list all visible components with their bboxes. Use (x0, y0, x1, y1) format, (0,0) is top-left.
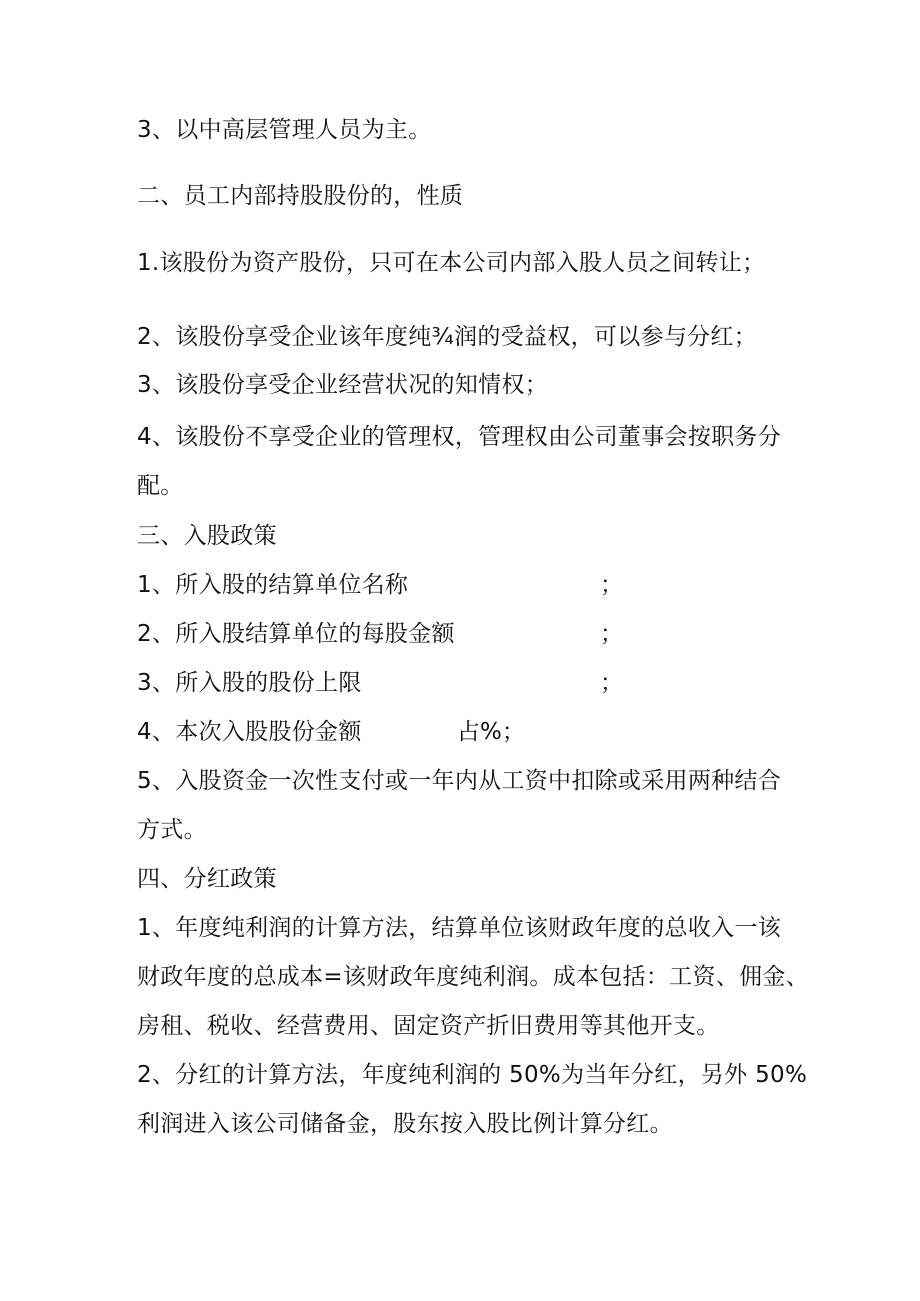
dividend-item-1-line-2: 财政年度的总成本=该财政年度纯利润。成本包括：工资、佣金、 (137, 964, 809, 990)
policy-item-2-per-share-amount: 2、所入股结算单位的每股金额 (137, 621, 455, 647)
per-share-amount-blank-end: ； (600, 621, 623, 647)
settlement-unit-blank-end: ； (600, 572, 623, 598)
dividend-item-1-line-1: 1、年度纯利润的计算方法，结算单位该财政年度的总收入一该 (137, 915, 782, 941)
nature-item-3: 3、该股份享受企业经营状况的知情权； (137, 372, 549, 398)
nature-item-1: 1.该股份为资产股份，只可在本公司内部入股人员之间转让； (137, 250, 766, 276)
dividend-item-1-line-3: 房租、税收、经营费用、固定资产折旧费用等其他开支。 (137, 1013, 720, 1039)
section-heading-3-share-policy: 三、入股政策 (137, 523, 277, 549)
nature-item-2: 2、该股份享受企业该年度纯¾润的受益权，可以参与分红； (137, 324, 758, 350)
nature-item-4-continued: 配。 (137, 473, 184, 499)
nature-item-4: 4、该股份不享受企业的管理权，管理权由公司董事会按职务分 (137, 424, 782, 450)
policy-item-1-settlement-unit: 1、所入股的结算单位名称 (137, 572, 409, 598)
dividend-item-2-line-2: 利润进入该公司储备金，股东按入股比例计算分红。 (137, 1111, 673, 1137)
policy-item-5-payment: 5、入股资金一次性支付或一年内从工资中扣除或采用两种结合 (137, 768, 782, 794)
policy-item-3-share-cap: 3、所入股的股份上限 (137, 670, 362, 696)
section-heading-2-nature: 二、员工内部持股股份的，性质 (137, 183, 464, 209)
policy-item-4-share-amount: 4、本次入股股份金额 (137, 719, 362, 745)
section-item-3-management: 3、以中高层管理人员为主。 (137, 117, 432, 143)
section-heading-4-dividend-policy: 四、分红政策 (137, 866, 277, 892)
share-ratio-blank: 占%； (457, 719, 525, 745)
dividend-item-2-line-1: 2、分红的计算方法，年度纯利润的 50%为当年分红，另外 50% (137, 1062, 808, 1088)
policy-item-5-continued: 方式。 (137, 817, 207, 843)
share-cap-blank-end: ； (600, 670, 623, 696)
